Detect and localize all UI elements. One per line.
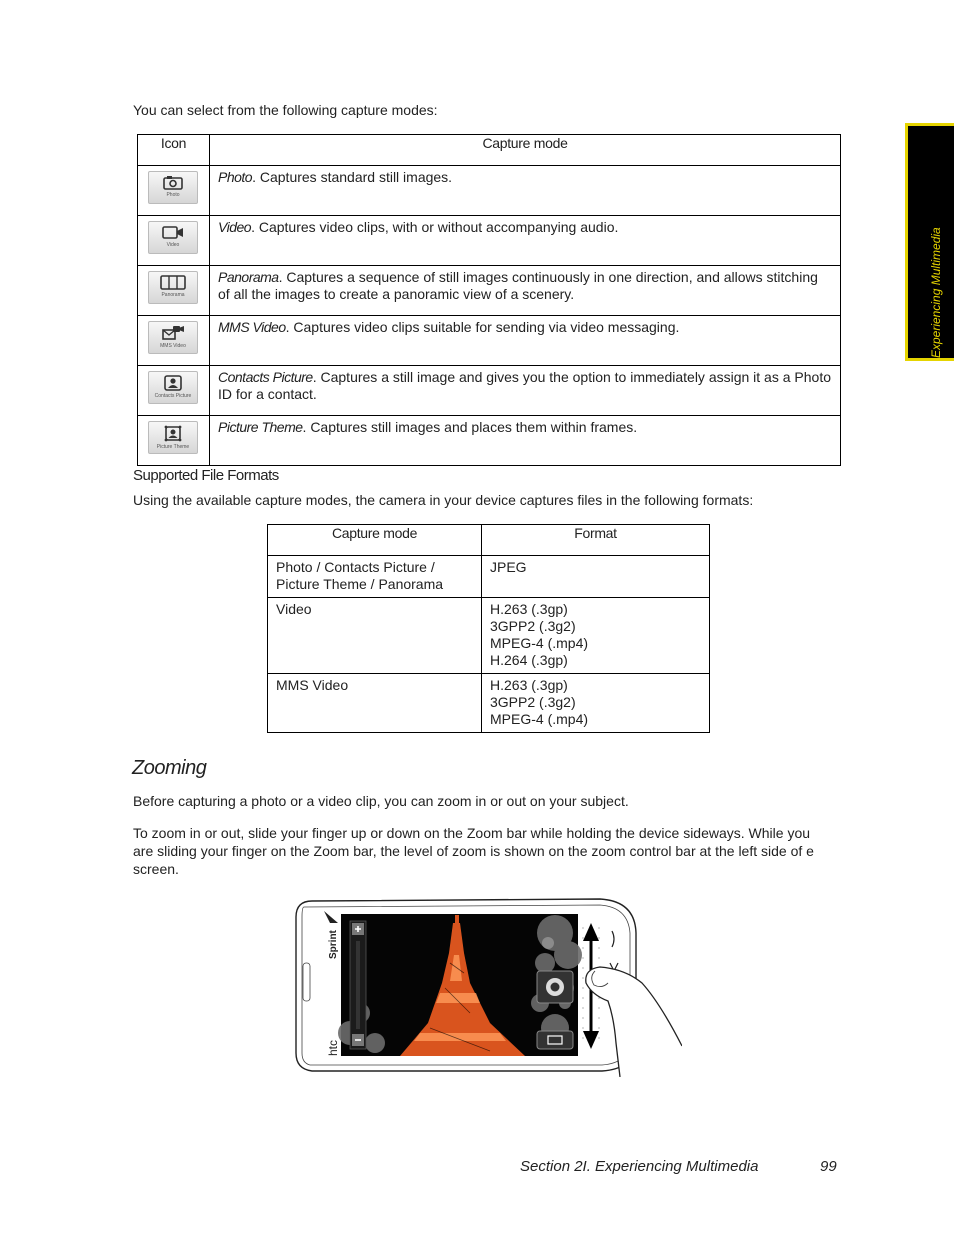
table-row [268,674,710,733]
file-formats-table [267,524,710,733]
side-tab-label: Experiencing Multimedia [929,227,943,358]
table-row [138,266,841,316]
cell-line: 3GPP2 (.3g2) [490,694,576,710]
column-header: Format [482,525,710,556]
footer-page-number: 99 [820,1158,837,1175]
mms-video-icon [148,321,198,354]
brand-label: htc [326,1039,340,1056]
mode-description: . Captures video clips suitable for sending via video messaging. [285,319,680,335]
table-row [138,316,841,366]
cell-line: Photo / Contacts Picture / [276,559,435,575]
cell-line: MMS Video [276,677,349,693]
mode-description: . Captures still images and places them within frames. [302,419,638,435]
cell-line: H.263 (.3gp) [490,677,568,693]
zoom-paragraph: To zoom in or out, slide your finger up or down on the Zoom bar while holding the device sideways. While you are sliding your finger on the Zoom bar, the level of zoom is shown on the zoom control bar at the left side of e screen. [133,825,814,877]
icon-caption: Picture Theme [156,444,190,450]
table-header-row [138,135,841,166]
carrier-label: Sprint [328,930,339,959]
cell-line: Picture Theme / Panorama [276,576,444,592]
section-subheading: Supported File Formats [133,467,279,484]
mode-name: Contacts Picture [218,369,313,385]
cell-line: 3GPP2 (.3g2) [490,618,576,634]
intro-text: You can select from the following capture modes: [133,102,438,118]
icon-caption: Video [166,242,180,248]
cell-line: MPEG-4 (.mp4) [490,711,589,727]
table-row [138,416,841,466]
table-cell [482,674,710,733]
cell-line: JPEG [490,559,527,575]
icon-caption: MMS Video [160,343,186,349]
mode-description: . Captures standard still images. [252,169,453,185]
zooming-heading: Zooming [132,757,207,779]
mode-name: Panorama [218,269,279,285]
panorama-icon [148,271,198,304]
table-row [138,216,841,266]
table-cell [482,598,710,674]
cell-line: H.264 (.3gp) [490,652,568,668]
capture-modes-table [137,134,841,466]
contact-picture-icon [148,371,198,404]
table-cell [268,674,482,733]
cell-line: Video [276,601,312,617]
column-header: Icon [138,135,210,166]
table-header-row [268,525,710,556]
picture-theme-icon [148,421,198,454]
cell-line: H.263 (.3gp) [490,601,568,617]
footer-section-title: Section 2I. Experiencing Multimedia [520,1158,759,1175]
column-header: Capture mode [268,525,482,556]
mode-description: . Captures a still image and gives you the option to immediately assign it as a Photo ID for a contact. [218,369,831,402]
cell-line: MPEG-4 (.mp4) [490,635,589,651]
column-header: Capture mode [210,135,841,166]
camera-icon [148,171,198,204]
mode-name: Photo [218,169,253,185]
icon-caption: Photo [166,192,180,198]
table-cell [482,556,710,598]
icon-caption: Panorama [161,292,185,298]
table-row [138,166,841,216]
mode-name: Video [218,219,252,235]
table-row [268,598,710,674]
mode-name: MMS Video [218,319,286,335]
formats-intro-text: Using the available capture modes, the camera in your device captures files in the following formats: [133,492,754,508]
table-cell [268,598,482,674]
phone-illustration [290,893,682,1077]
mode-description: . Captures video clips, with or without accompanying audio. [251,219,619,235]
video-camera-icon [148,221,198,254]
table-row [268,556,710,598]
table-row [138,366,841,416]
mode-description: . Captures a sequence of still images continuously in one direction, and allows stitching of all the images to create a panoramic view of a scenery. [218,269,818,302]
icon-caption: Contacts Picture [154,393,192,399]
mode-name: Picture Theme [218,419,303,435]
table-cell [268,556,482,598]
zoom-paragraph: Before capturing a photo or a video clip, you can zoom in or out on your subject. [133,793,629,809]
side-section-tab [905,123,954,361]
